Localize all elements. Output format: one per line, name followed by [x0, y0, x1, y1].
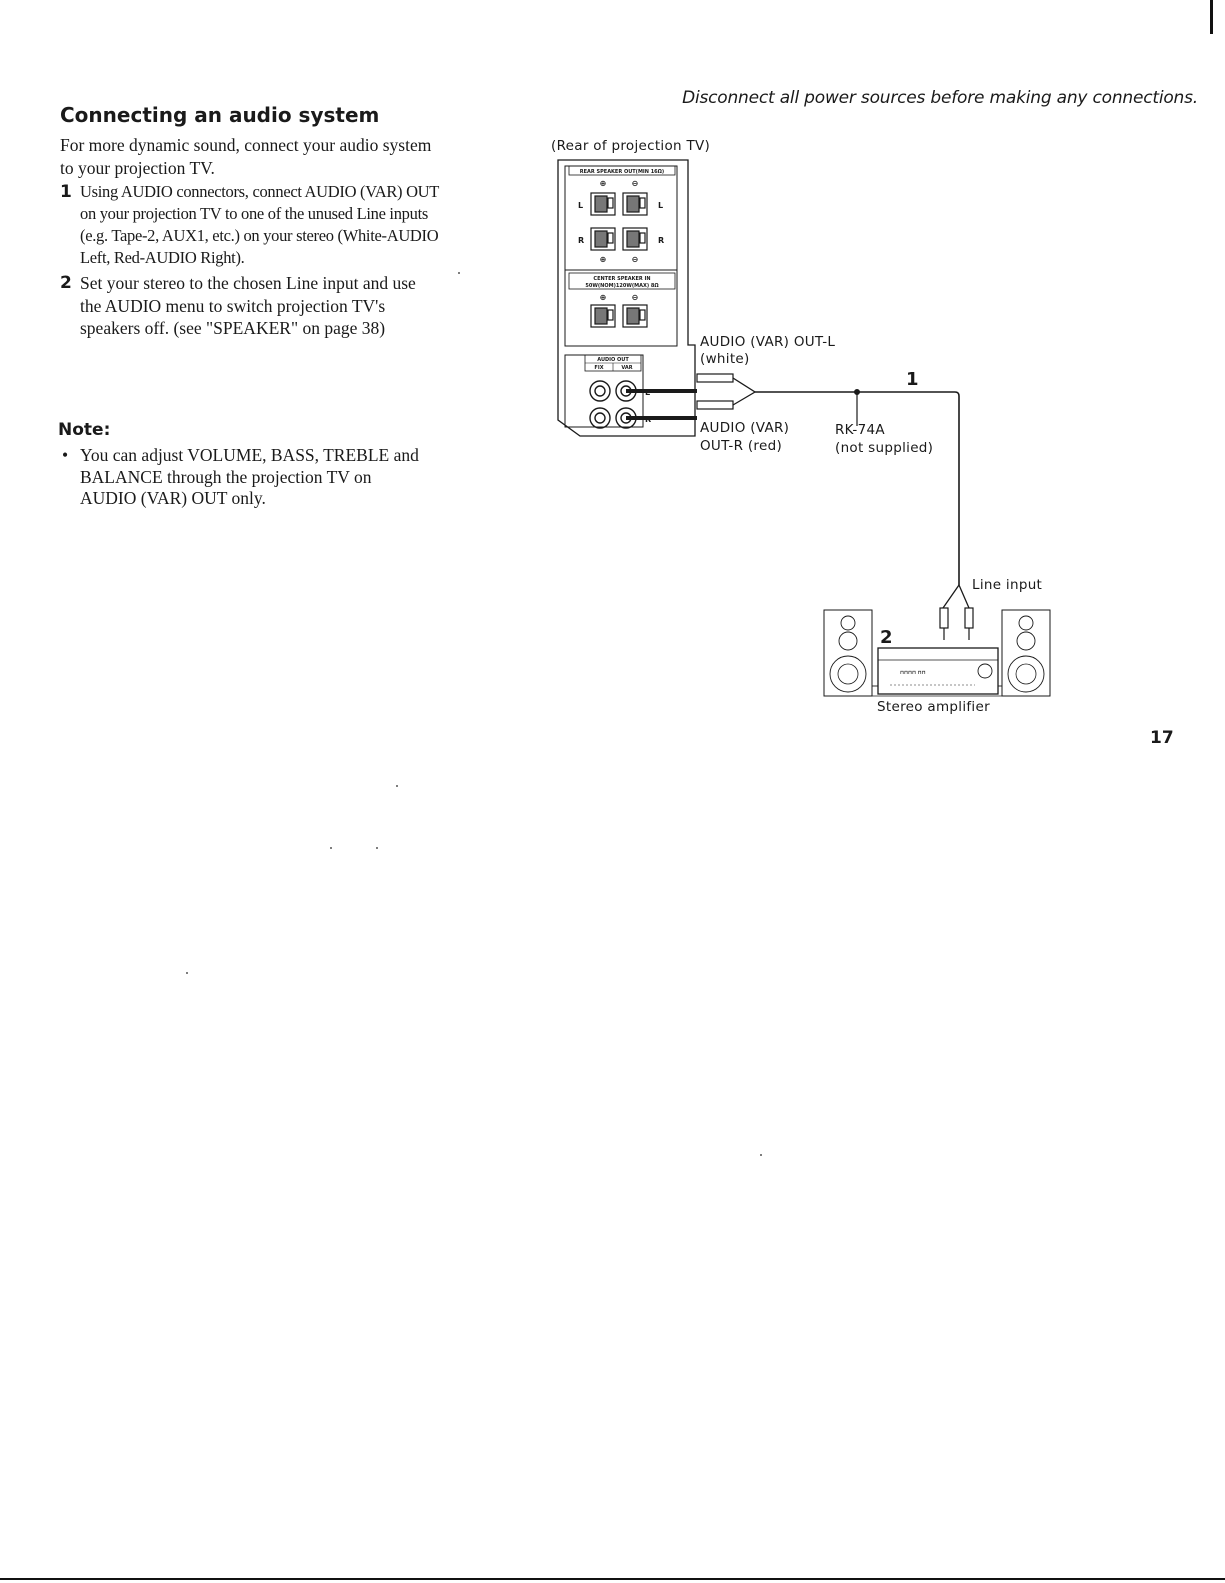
minus-mark: ⊖: [631, 179, 639, 188]
intro-paragraph: For more dynamic sound, connect your audio system to your projection TV.: [60, 135, 432, 178]
callout-2: 2: [880, 627, 893, 648]
rear-left-label-2: L: [658, 201, 664, 210]
var-label: VAR: [621, 365, 633, 371]
section-title: Connecting an audio system: [60, 103, 380, 127]
page-number: 17: [1150, 728, 1174, 748]
connection-diagram: [545, 130, 1065, 720]
scan-bottom-edge: [0, 1578, 1225, 1580]
scan-speck: [458, 272, 460, 274]
fix-label: FIX: [594, 365, 604, 371]
minus-mark-3: ⊖: [631, 293, 639, 302]
rear-right-label: R: [578, 236, 585, 245]
plus-mark: ⊕: [599, 179, 607, 188]
audio-out-r-label: AUDIO (VAR): [700, 420, 790, 436]
cable-supply-label: (not supplied): [835, 440, 934, 456]
audio-out-label: AUDIO OUT: [597, 357, 629, 363]
note-title: Note:: [58, 420, 111, 440]
stereo-system: [824, 610, 1050, 696]
amp-display: ⊓⊓⊓⊓ ⊓⊓: [900, 670, 926, 676]
audio-out-l-color: (white): [700, 351, 750, 367]
step-text: Set your stereo to the chosen Line input and use the AUDIO menu to switch projection TV's speakers off. (see "SPEAKER" on page 38): [80, 273, 416, 338]
audio-out-r-color: OUT-R (red): [700, 438, 783, 454]
stereo-amplifier-label: Stereo amplifier: [877, 699, 990, 715]
plus-mark-2: ⊕: [599, 255, 607, 264]
audio-out-l-label: AUDIO (VAR) OUT-L: [700, 334, 836, 350]
cable-model-label: RK-74A: [835, 422, 885, 438]
note-item: • You can adjust VOLUME, BASS, TREBLE and BALANCE through the projection TV on AUDIO (VAR) OUT only.: [60, 445, 430, 510]
scan-edge-mark: [1210, 0, 1213, 34]
line-input-label: Line input: [972, 577, 1043, 593]
step-text: Using AUDIO connectors, connect AUDIO (VAR) OUT on your projection TV to one of the unused Line inputs (e.g. Tape-2, AUX1, etc.) on your stereo (White-AUDIO Left, Red-AUDIO Right).: [80, 182, 439, 267]
minus-mark-2: ⊖: [631, 255, 639, 264]
rear-left-label: L: [578, 201, 584, 210]
scan-speck: [760, 1154, 762, 1156]
audio-right-label: R: [645, 415, 652, 424]
note-list: [60, 445, 430, 510]
audio-left-label: L: [645, 388, 651, 397]
center-speaker-rating: 50W(NOM)120W(MAX) 8Ω: [585, 283, 659, 289]
rear-speaker-out-label: REAR SPEAKER OUT(MIN 16Ω): [579, 169, 665, 175]
step-item: [60, 181, 440, 269]
scan-speck: [186, 972, 188, 974]
plus-mark-3: ⊕: [599, 293, 607, 302]
step-number: 2: [60, 273, 72, 293]
rear-right-label-2: R: [658, 236, 665, 245]
steps-list: [60, 181, 440, 343]
step-number: 1: [60, 182, 72, 202]
power-warning: Disconnect all power sources before making any connections.: [682, 88, 1198, 108]
diagram-caption: (Rear of projection TV): [551, 138, 711, 154]
step-item: [60, 272, 440, 340]
center-speaker-label: CENTER SPEAKER IN: [593, 276, 651, 282]
scan-speck: [396, 785, 398, 787]
rk74a-cable: [626, 374, 973, 640]
scan-speck: [376, 847, 378, 849]
scan-speck: [330, 847, 332, 849]
callout-1: 1: [906, 369, 919, 390]
